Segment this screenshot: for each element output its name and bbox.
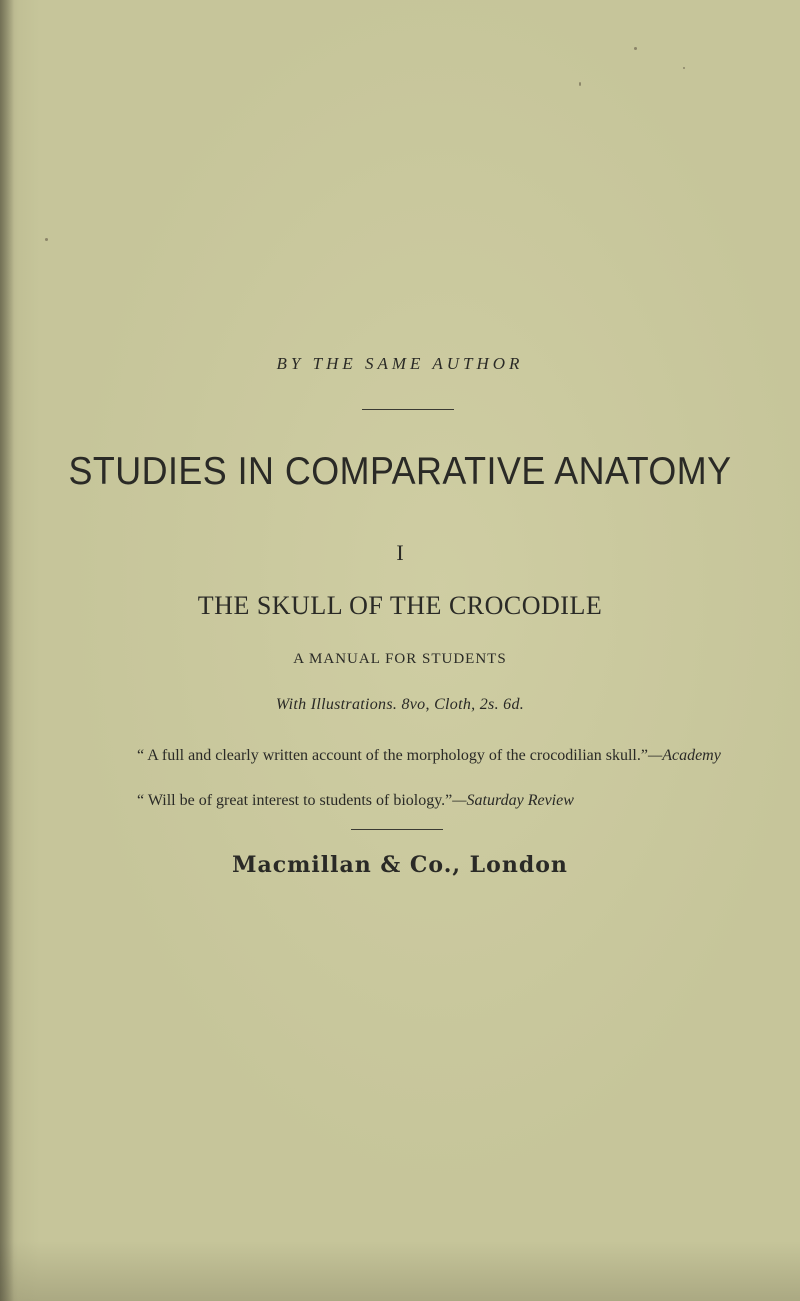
byline: BY THE SAME AUTHOR xyxy=(276,354,524,373)
book-tagline: A MANUAL FOR STUDENTS xyxy=(293,651,507,667)
divider-rule xyxy=(351,829,443,830)
divider-rule xyxy=(362,409,454,410)
review-quote xyxy=(137,790,574,812)
book-details: With Illustrations. 8vo, Cloth, 2s. 6d. xyxy=(275,696,525,713)
paper-speck xyxy=(683,67,685,69)
publisher-imprint: Macmillan & Co., London xyxy=(232,852,568,878)
paper-speck xyxy=(45,238,48,241)
review-text: “ A full and clearly written account of the morphology of the crocodilian skull.” xyxy=(137,747,648,764)
review-text: “ Will be of great interest to students of biology.” xyxy=(137,792,453,809)
review-quote xyxy=(118,745,738,767)
series-title: STUDIES IN COMPARATIVE ANATOMY xyxy=(68,450,732,493)
review-source: —Academy xyxy=(647,747,721,764)
paper-speck xyxy=(634,47,637,50)
paper-speck xyxy=(579,82,581,86)
book-title: THE SKULL OF THE CROCODILE xyxy=(197,591,603,620)
volume-number: I xyxy=(396,540,404,565)
review-source: —Saturday Review xyxy=(452,792,574,809)
